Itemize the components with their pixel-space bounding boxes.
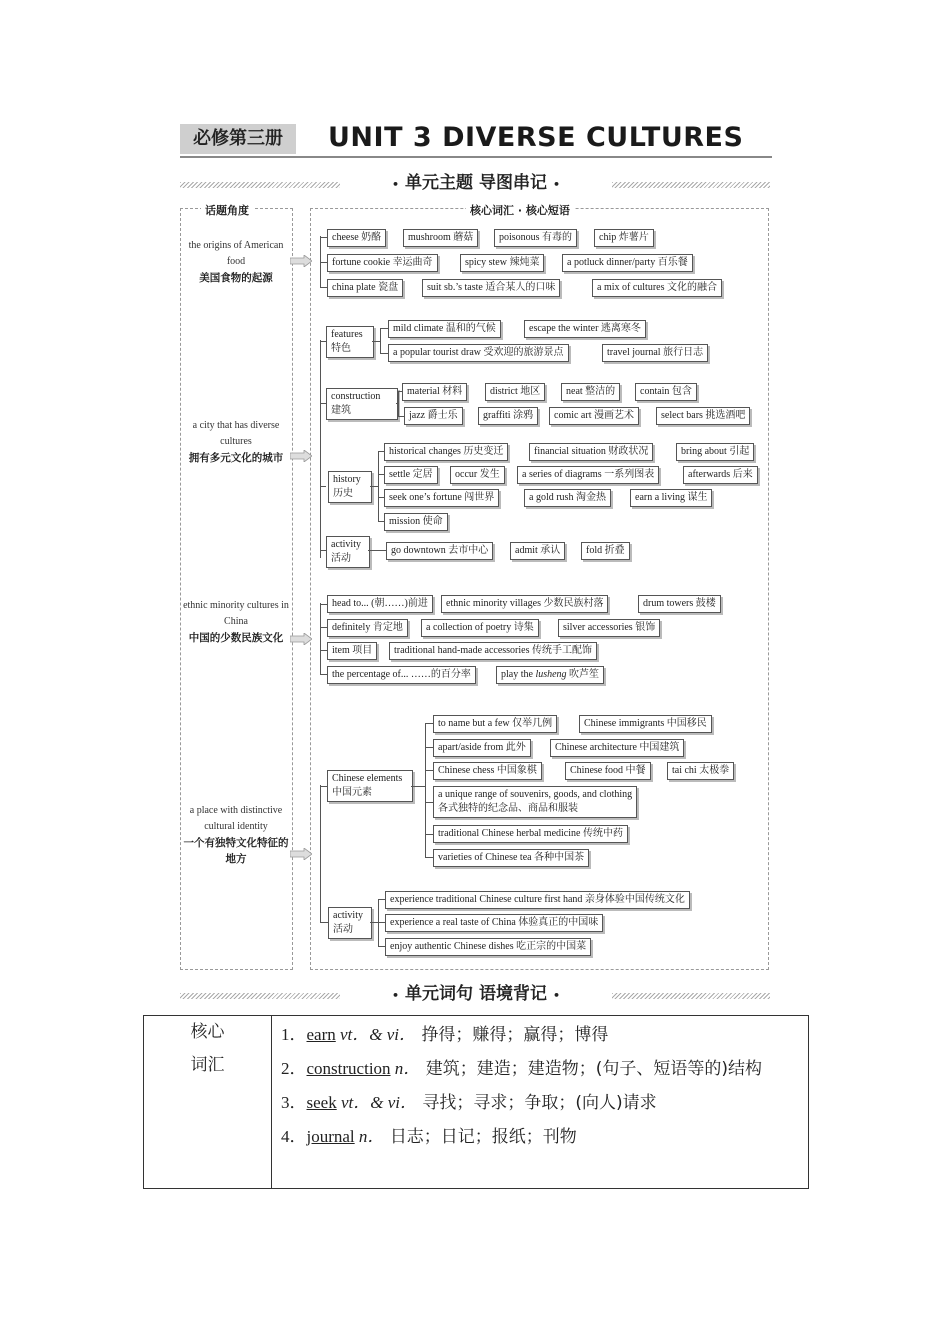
band-hatch-left: [180, 993, 340, 999]
band-title-mindmap: • 单元主题 导图串记 •: [392, 173, 560, 193]
term-box: Chinese food 中餐: [565, 762, 651, 780]
term-box: a unique range of souvenirs, goods, and clothing 各式独特的纪念品、商品和服装: [433, 786, 637, 818]
vocab-entry: 2．construction n． 建筑；建造；建造物；(句子、短语等的)结构: [281, 1059, 762, 1079]
band-title-vocab: • 单元词句 语境背记 •: [392, 984, 560, 1004]
term-box: escape the winter 逃离寒冬: [524, 320, 646, 338]
term-box: mild climate 温和的气候: [388, 320, 501, 338]
term-box: to name but a few 仅举几例: [433, 715, 557, 733]
term-box: admit 承认: [510, 542, 565, 560]
term-box: a collection of poetry 诗集: [421, 619, 539, 637]
vocab-column-label: 核心词汇 · 核心短语: [466, 202, 574, 218]
arrow-right-icon: [290, 633, 312, 645]
topic-column-label: 话题角度: [201, 202, 253, 218]
term-box: apart/aside from 此外: [433, 739, 531, 757]
term-box: jazz 爵士乐: [404, 407, 463, 425]
term-box: fold 折叠: [581, 542, 630, 560]
vocab-entry: 3．seek vt．& vi． 寻找；寻求；争取；(向人)请求: [281, 1093, 657, 1113]
term-box: a mix of cultures 文化的融合: [592, 279, 722, 297]
category-history: history 历史: [328, 471, 372, 503]
band-hatch-right: [612, 182, 770, 188]
term-box: a gold rush 淘金热: [524, 489, 611, 507]
category-features: features 特色: [326, 326, 374, 358]
term-box: a potluck dinner/party 百乐餐: [562, 254, 693, 272]
category-chinese-elements: Chinese elements 中国元素: [327, 770, 413, 802]
term-box: head to... (朝……)前进: [327, 595, 433, 613]
term-box: travel journal 旅行日志: [602, 344, 708, 362]
term-box: settle 定居: [384, 466, 438, 484]
topic-1: the origins of American food 美国食物的起源: [188, 240, 284, 284]
term-box: comic art 漫画艺术: [549, 407, 639, 425]
term-box: drum towers 鼓楼: [638, 595, 721, 613]
term-box: afterwards 后来: [683, 466, 758, 484]
term-box: financial situation 财政状况: [529, 443, 653, 461]
term-box: china plate 瓷盘: [327, 279, 403, 297]
term-box: ethnic minority villages 少数民族村落: [441, 595, 608, 613]
category-activity-2: activity 活动: [328, 907, 372, 939]
term-box: district 地区: [485, 383, 545, 401]
term-box: cheese 奶酪: [327, 229, 386, 247]
title-rule: [180, 156, 772, 158]
arrow-right-icon: [290, 255, 312, 267]
term-box: silver accessories 银饰: [558, 619, 660, 637]
category-activity: activity 活动: [326, 536, 370, 568]
arrow-right-icon: [290, 450, 312, 462]
term-box: neat 整洁的: [561, 383, 620, 401]
term-box: fortune cookie 幸运曲奇: [327, 254, 438, 272]
vocab-category-cell: 核心 词汇: [144, 1016, 272, 1188]
term-box: bring about 引起: [676, 443, 754, 461]
term-box: earn a living 谋生: [630, 489, 712, 507]
topic-3: ethnic minority cultures in China 中国的少数民族文化: [183, 600, 289, 644]
term-box: spicy stew 辣炖菜: [460, 254, 544, 272]
vocab-entries-cell: [281, 1018, 801, 1154]
term-box: occur 发生: [450, 466, 505, 484]
band-hatch-left: [180, 182, 340, 188]
term-box: Chinese immigrants 中国移民: [579, 715, 712, 733]
term-box: contain 包含: [635, 383, 697, 401]
term-box: Chinese chess 中国象棋: [433, 762, 542, 780]
term-box: material 材料: [402, 383, 467, 401]
term-box: mission 使命: [384, 513, 448, 531]
category-construction: construction 建筑: [326, 388, 398, 420]
vocab-entry: 1．earn vt．& vi． 挣得；赚得；赢得；博得: [281, 1025, 609, 1045]
vocab-entry: 4．journal n． 日志；日记；报纸；刊物: [281, 1127, 577, 1147]
term-box: a series of diagrams 一系列图表: [517, 466, 659, 484]
term-box: chip 炸薯片: [594, 229, 654, 247]
term-box: suit sb.’s taste 适合某人的口味: [422, 279, 560, 297]
topic-2: a city that has diverse cultures 拥有多元文化的城市: [188, 420, 284, 464]
term-box: experience traditional Chinese culture first hand 亲身体验中国传统文化: [385, 891, 690, 909]
topic-4: a place with distinctive cultural identity 一个有独特文化特征的地方: [183, 805, 289, 865]
band-hatch-right: [612, 993, 770, 999]
term-box: experience a real taste of China 体验真正的中国味: [385, 914, 603, 932]
term-box: historical changes 历史变迁: [384, 443, 508, 461]
term-box: definitely 肯定地: [327, 619, 408, 637]
term-box: the percentage of... ……的百分率: [327, 666, 476, 684]
term-box: varieties of Chinese tea 各种中国茶: [433, 849, 589, 867]
term-box: poisonous 有毒的: [494, 229, 577, 247]
arrow-right-icon: [290, 848, 312, 860]
term-box: traditional hand-made accessories 传统手工配饰: [389, 642, 597, 660]
term-box: play the lusheng 吹芦笙: [496, 666, 604, 684]
unit-title: UNIT 3 DIVERSE CULTURES: [328, 122, 744, 153]
term-box: seek one’s fortune 闯世界: [384, 489, 499, 507]
term-box: tai chi 太极拳: [667, 762, 734, 780]
term-box: traditional Chinese herbal medicine 传统中药: [433, 825, 628, 843]
term-box: enjoy authentic Chinese dishes 吃正宗的中国菜: [385, 938, 591, 956]
book-tag: 必修第三册: [180, 124, 296, 154]
term-box: a popular tourist draw 受欢迎的旅游景点: [388, 344, 569, 362]
term-box: item 项目: [327, 642, 377, 660]
term-box: mushroom 蘑菇: [403, 229, 478, 247]
vocab-table: [143, 1015, 809, 1189]
term-box: graffiti 涂鸦: [478, 407, 538, 425]
term-box: select bars 挑选酒吧: [656, 407, 750, 425]
term-box: go downtown 去市中心: [386, 542, 493, 560]
term-box: Chinese architecture 中国建筑: [550, 739, 684, 757]
